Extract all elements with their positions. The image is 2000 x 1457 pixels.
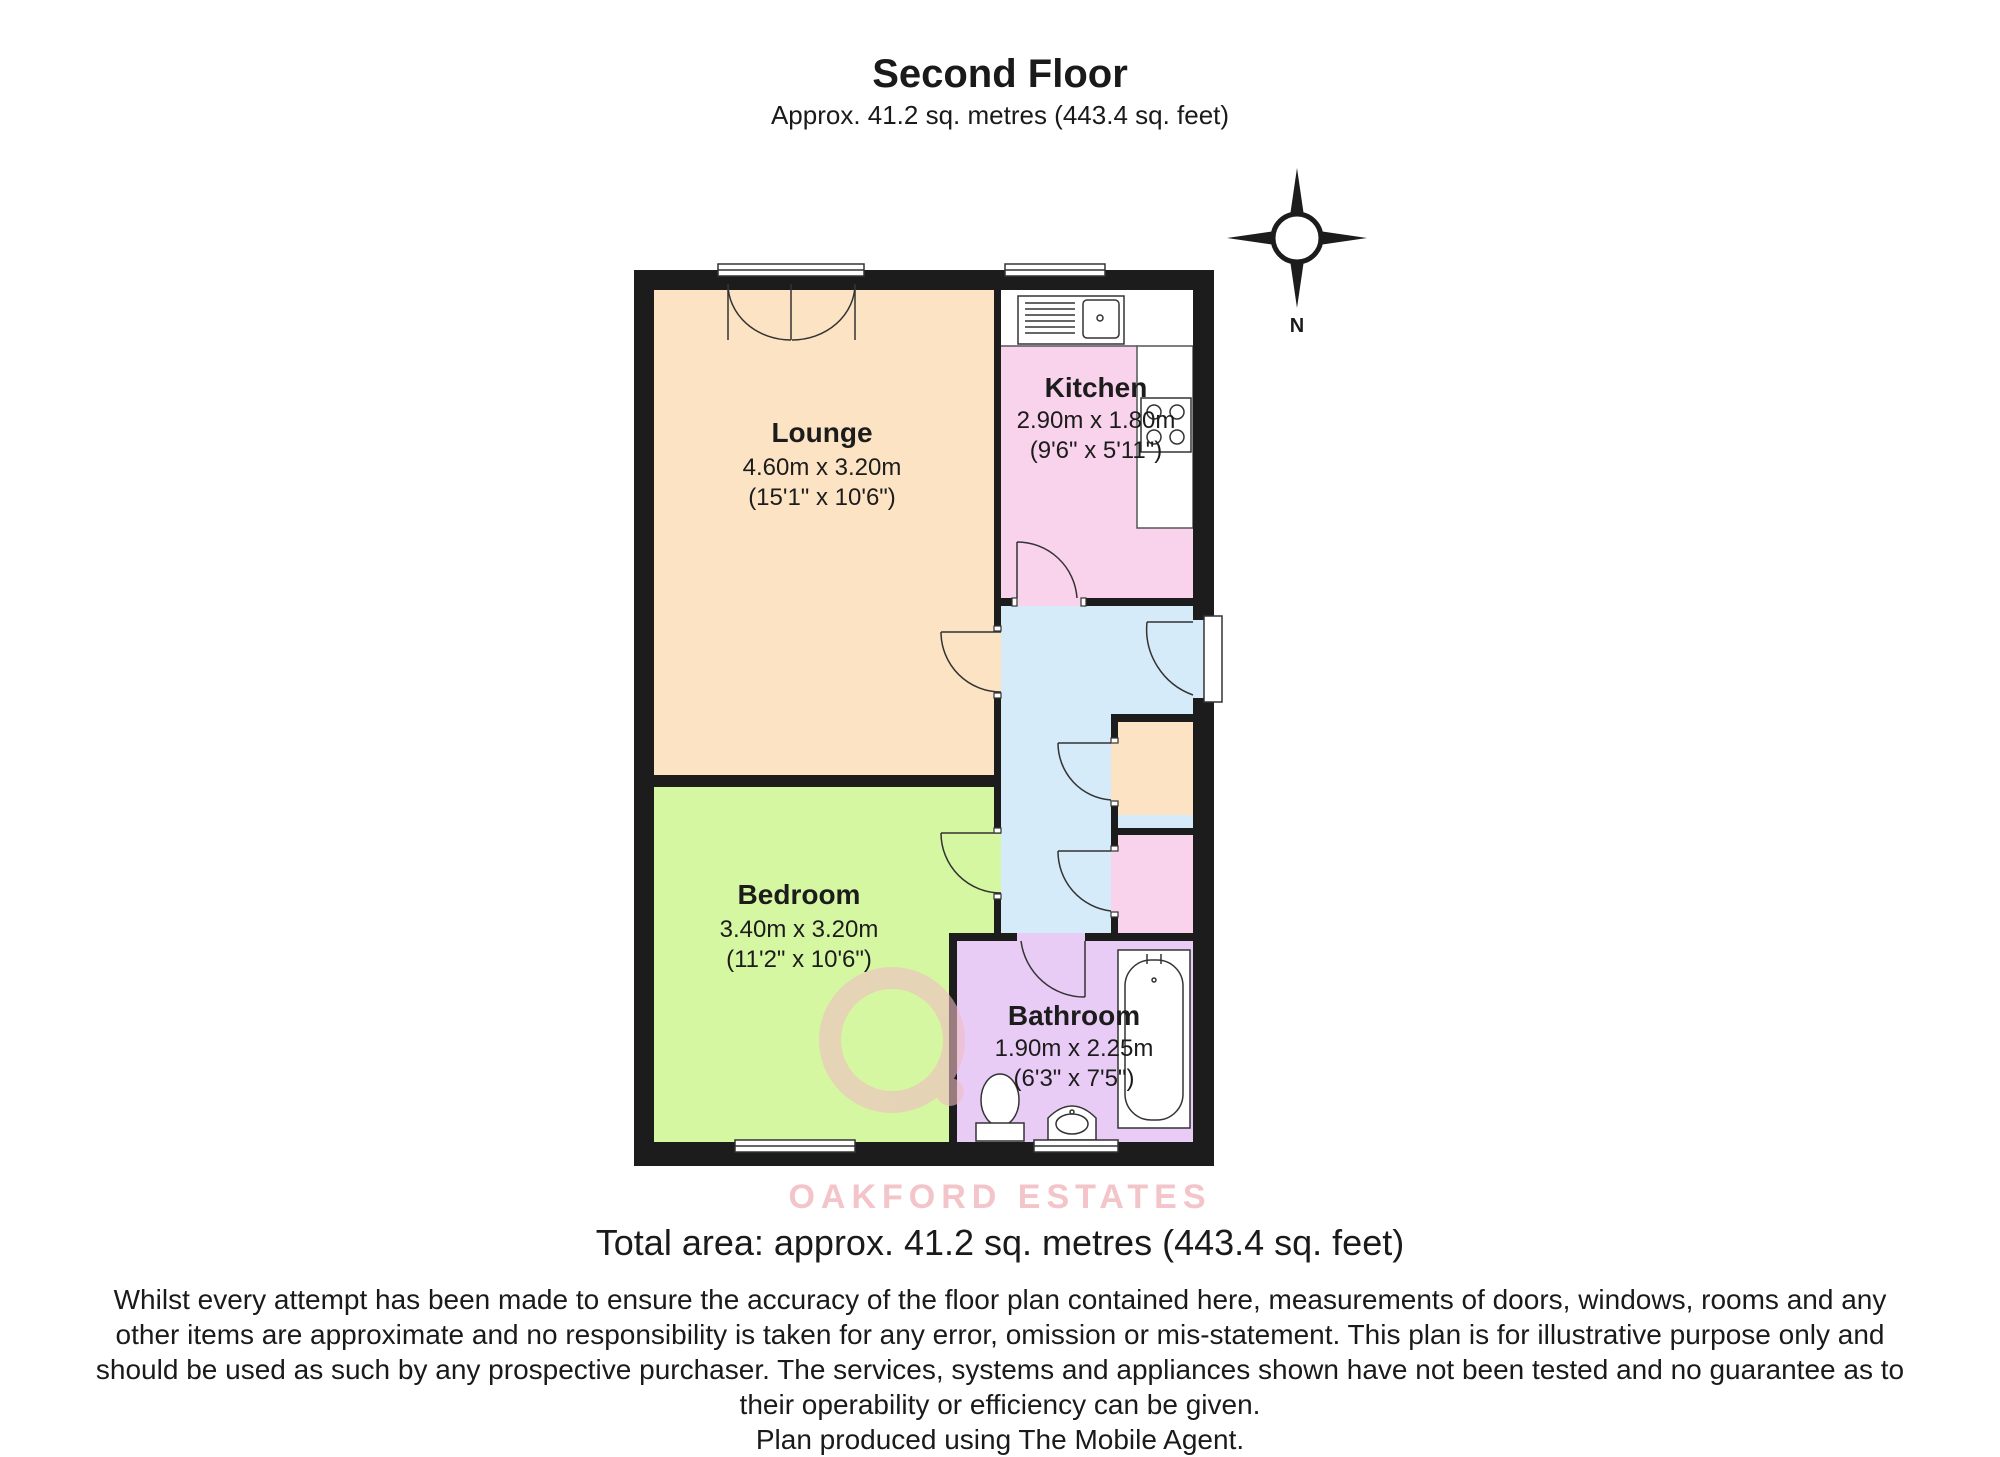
bedroom-imperial: (11'2" x 10'6") [726, 946, 872, 973]
lounge-area [654, 290, 994, 775]
disclaimer [0, 1282, 2000, 1457]
disclaimer-line: their operability or efficiency can be given. [739, 1389, 1261, 1420]
disclaimer-line: other items are approximate and no responsibility is taken for any error, omission or mis-statement. This plan is for illustrative purpose only and [115, 1319, 1885, 1350]
kitchen-name: Kitchen [1044, 372, 1148, 403]
disclaimer-line: should be used as such by any prospective purchaser. The services, systems and appliances shown have not been tested and no guarantee as to [95, 1354, 1905, 1385]
lounge-name: Lounge [771, 417, 873, 448]
basin-icon [1048, 1106, 1096, 1140]
compass-icon [1227, 168, 1367, 308]
watermark-text: OAKFORD ESTATES [788, 1178, 1212, 1216]
cupboard-upper [1118, 722, 1193, 815]
kitchen-sink-icon [1018, 296, 1124, 344]
kitchen-imperial: (9'6" x 5'11") [1029, 437, 1163, 464]
lounge-metric: 4.60m x 3.20m [742, 454, 902, 481]
bedroom-metric: 3.40m x 3.20m [719, 916, 879, 943]
total-area: Total area: approx. 41.2 sq. metres (443.4 sq. feet) [595, 1222, 1405, 1263]
bedroom-name: Bedroom [737, 879, 861, 910]
compass-north-label: N [1289, 315, 1305, 337]
disclaimer-line: Plan produced using The Mobile Agent. [755, 1424, 1245, 1455]
bathroom-imperial: (6'3" x 7'5") [1013, 1065, 1135, 1092]
plan-title: Second Floor [872, 52, 1128, 96]
plan-subtitle: Approx. 41.2 sq. metres (443.4 sq. feet) [770, 100, 1230, 130]
disclaimer-line: Whilst every attempt has been made to ensure the accuracy of the floor plan contained here, measurements of doors, windows, rooms and any [113, 1284, 1887, 1315]
lounge-imperial: (15'1" x 10'6") [748, 484, 896, 511]
bathroom-name: Bathroom [1007, 1000, 1141, 1031]
cupboard-lower [1118, 835, 1193, 933]
kitchen-metric: 2.90m x 1.80m [1016, 407, 1176, 434]
bathroom-metric: 1.90m x 2.25m [994, 1035, 1154, 1062]
